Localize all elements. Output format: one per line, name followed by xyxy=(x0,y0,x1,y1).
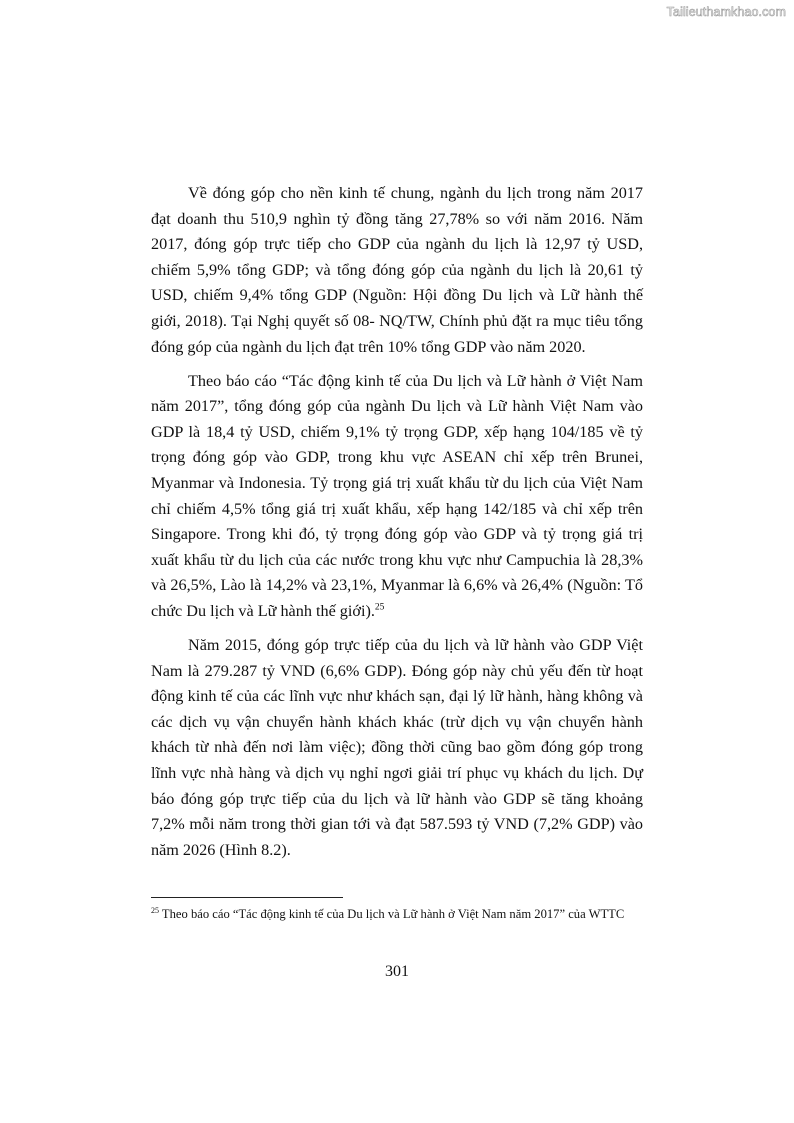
footnote-reference: 25 xyxy=(374,602,385,613)
body-text xyxy=(151,181,643,872)
page-number: 301 xyxy=(385,963,409,980)
paragraph-2 xyxy=(151,369,643,625)
paragraph-3 xyxy=(151,633,643,863)
paragraph-1 xyxy=(151,181,643,360)
footnote xyxy=(151,907,643,923)
footnote-text: Theo báo cáo “Tác động kinh tế của Du lịch và Lữ hành ở Việt Nam năm 2017” của WTTC xyxy=(161,907,625,921)
paragraph-3-text: Năm 2015, đóng góp trực tiếp của du lịch và lữ hành vào GDP Việt Nam là 279.287 tỷ VND (6,6% GDP). Đóng góp này chủ yếu đến từ hoạt động kinh tế của các lĩnh vực như khách sạn, đại lý lữ hành, hàng không và các dịch vụ vận chuyển hành khách khác (trừ dịch vụ vận chuyển hành khách từ nhà đến nơi làm việc); đồng thời cũng bao gồm đóng góp trong lĩnh vực nhà hàng và dịch vụ nghỉ ngơi giải trí phục vụ khách du lịch. Dự báo đóng góp trực tiếp của du lịch và lữ hành vào GDP sẽ tăng khoảng 7,2% mỗi năm trong thời gian tới và đạt 587.593 tỷ VND (7,2% GDP) vào năm 2026 (Hình 8.2). xyxy=(151,636,643,859)
paragraph-2-text: Theo báo cáo “Tác động kinh tế của Du lịch và Lữ hành ở Việt Nam năm 2017”, tổng đóng góp của ngành Du lịch và Lữ hành Việt Nam vào GDP là 18,4 tỷ USD, chiếm 9,1% tỷ trọng GDP, xếp hạng 104/185 về tỷ trọng đóng góp vào GDP, trong khu vực ASEAN chỉ xếp trên Brunei, Myanmar và Indonesia. Tỷ trọng giá trị xuất khẩu từ du lịch của Việt Nam chỉ chiếm 4,5% tổng giá trị xuất khẩu, xếp hạng 142/185 và chỉ xếp trên Singapore. Trong khi đó, tỷ trọng đóng góp vào GDP và tỷ trọng giá trị xuất khẩu từ du lịch của các nước trong khu vực như Campuchia là 28,3% và 26,5%, Lào là 14,2% và 23,1%, Myanmar là 6,6% và 26,4% (Nguồn: Tổ chức Du lịch và Lữ hành thế giới). xyxy=(151,371,643,620)
footnote-number: 25 xyxy=(151,905,159,915)
paragraph-1-text: Về đóng góp cho nền kinh tế chung, ngành du lịch trong năm 2017 đạt doanh thu 510,9 nghìn tỷ đồng tăng 27,78% so với năm 2016. Năm 2017, đóng góp trực tiếp cho GDP của ngành du lịch là 12,97 tỷ USD, chiếm 5,9% tổng GDP; và tổng đóng góp của ngành du lịch là 20,61 tỷ USD, chiếm 9,4% tổng GDP (Nguồn: Hội đồng Du lịch và Lữ hành thế giới, 2018). Tại Nghị quyết số 08- NQ/TW, Chính phủ đặt ra mục tiêu tổng đóng góp của ngành du lịch đạt trên 10% tổng GDP vào năm 2020. xyxy=(151,184,643,356)
watermark: Tailieuthamkhao.com xyxy=(666,5,786,19)
footnote-separator xyxy=(151,897,343,898)
